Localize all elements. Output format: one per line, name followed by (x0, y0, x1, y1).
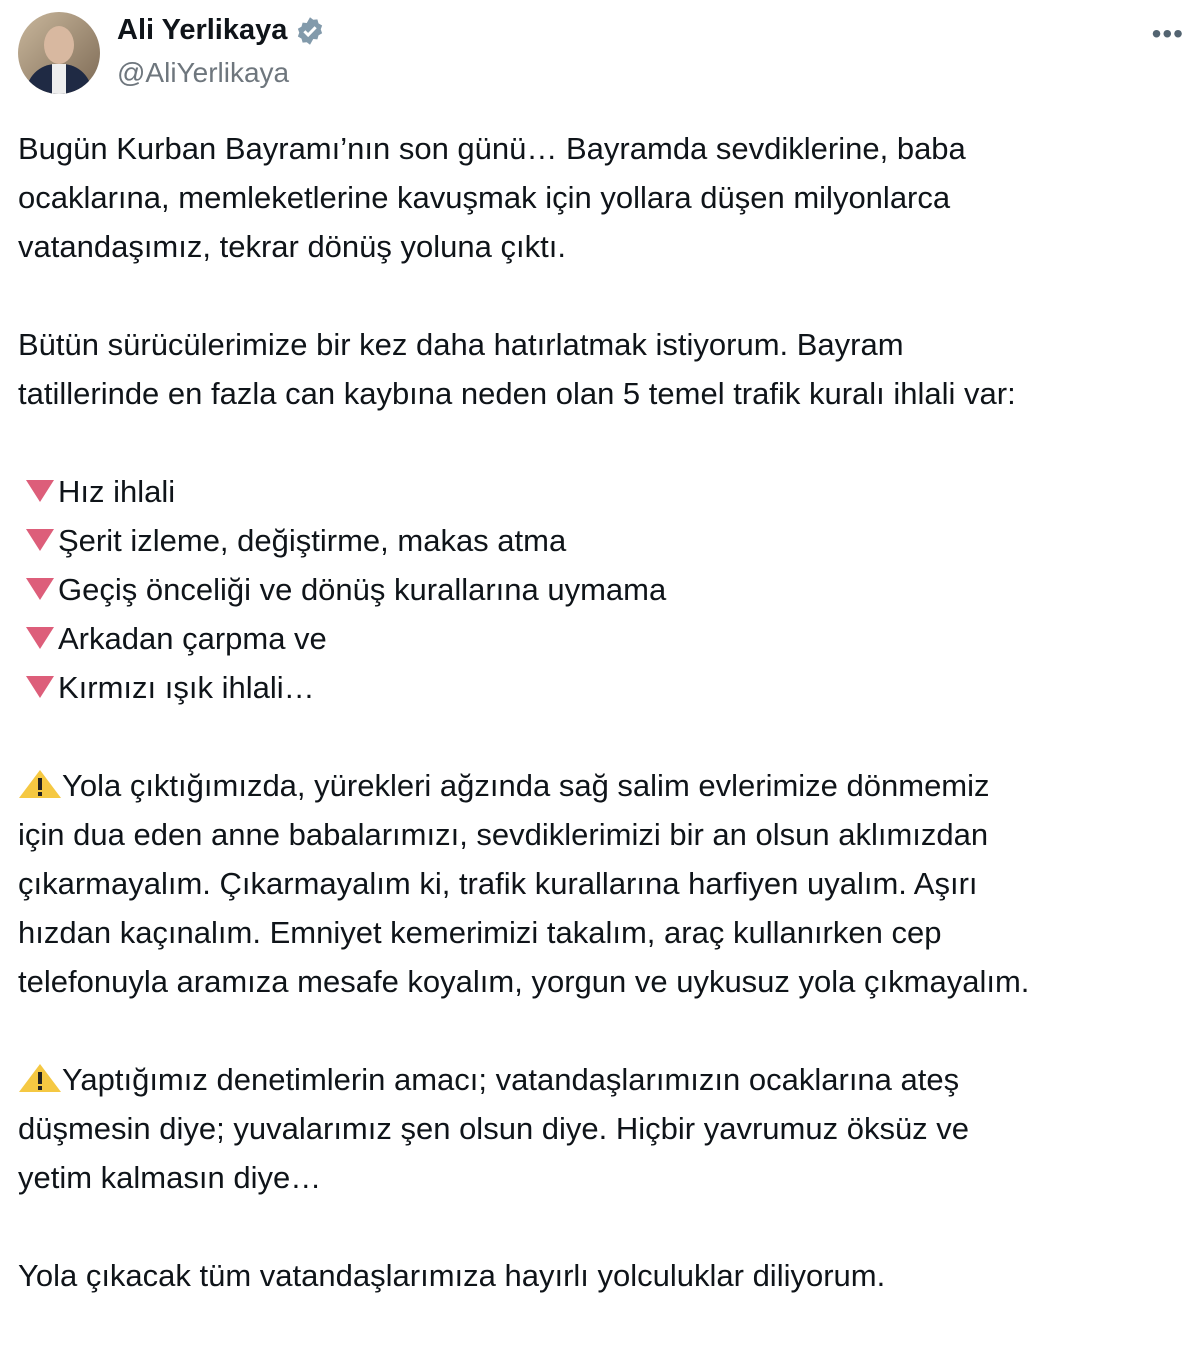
author-name[interactable] (117, 14, 325, 47)
text-line: Yola çıktığımızda, yürekleri ağzında sağ salim evlerimize dönmemiz (18, 761, 1029, 810)
text-line: Yola çıkacak tüm vatandaşlarımıza hayırlı yolculuklar diliyorum. (18, 1258, 886, 1293)
text-line: telefonuyla aramıza mesafe koyalım, yorgun ve uykusuz yola çıkmayalım. (18, 964, 1030, 999)
red-triangle-icon (26, 676, 54, 698)
author-name-text: Ali Yerlikaya (117, 14, 288, 46)
text-line: düşmesin diye; yuvalarımız şen olsun diye. Hiçbir yavrumuz öksüz ve (18, 1111, 970, 1146)
red-triangle-icon (26, 578, 54, 600)
red-triangle-icon (26, 529, 54, 551)
list-item: Şerit izleme, değiştirme, makas atma (18, 516, 1029, 565)
warning-icon (18, 769, 62, 799)
text-line: Bugün Kurban Bayramı’nın son günü… Bayramda sevdiklerine, baba (18, 131, 966, 166)
text-line: için dua eden anne babalarımızı, sevdiklerimizi bir an olsun aklımızdan (18, 817, 989, 852)
verified-badge-icon (295, 16, 325, 46)
red-triangle-icon (26, 627, 54, 649)
text-line: Yaptığımız denetimlerin amacı; vatandaşlarımızın ocaklarına ateş (18, 1055, 1029, 1104)
avatar[interactable] (18, 12, 100, 94)
list-item: Hız ihlali (18, 467, 1029, 516)
text-line: Bütün sürücülerimize bir kez daha hatırlatmak istiyorum. Bayram (18, 327, 904, 362)
list-item: Arkadan çarpma ve (18, 614, 1029, 663)
text-line: çıkarmayalım. Çıkarmayalım ki, trafik kurallarına harfiyen uyalım. Aşırı (18, 866, 978, 901)
more-horizontal-icon[interactable]: ••• (1151, 18, 1184, 49)
text-line: hızdan kaçınalım. Emniyet kemerimizi takalım, araç kullanırken cep (18, 915, 942, 950)
tweet-text (18, 124, 1029, 1300)
warning-icon (18, 1063, 62, 1093)
text-line: yetim kalmasın diye… (18, 1160, 322, 1195)
list-item: Geçiş önceliği ve dönüş kurallarına uymama (18, 565, 1029, 614)
red-triangle-icon (26, 480, 54, 502)
text-line: tatillerinde en fazla can kaybına neden olan 5 temel trafik kuralı ihlali var: (18, 376, 1016, 411)
text-line: vatandaşımız, tekrar dönüş yoluna çıktı. (18, 229, 566, 264)
author-handle[interactable]: @AliYerlikaya (117, 57, 290, 88)
text-line: ocaklarına, memleketlerine kavuşmak için yollara düşen milyonlarca (18, 180, 951, 215)
list-item: Kırmızı ışık ihlali… (18, 663, 1029, 712)
